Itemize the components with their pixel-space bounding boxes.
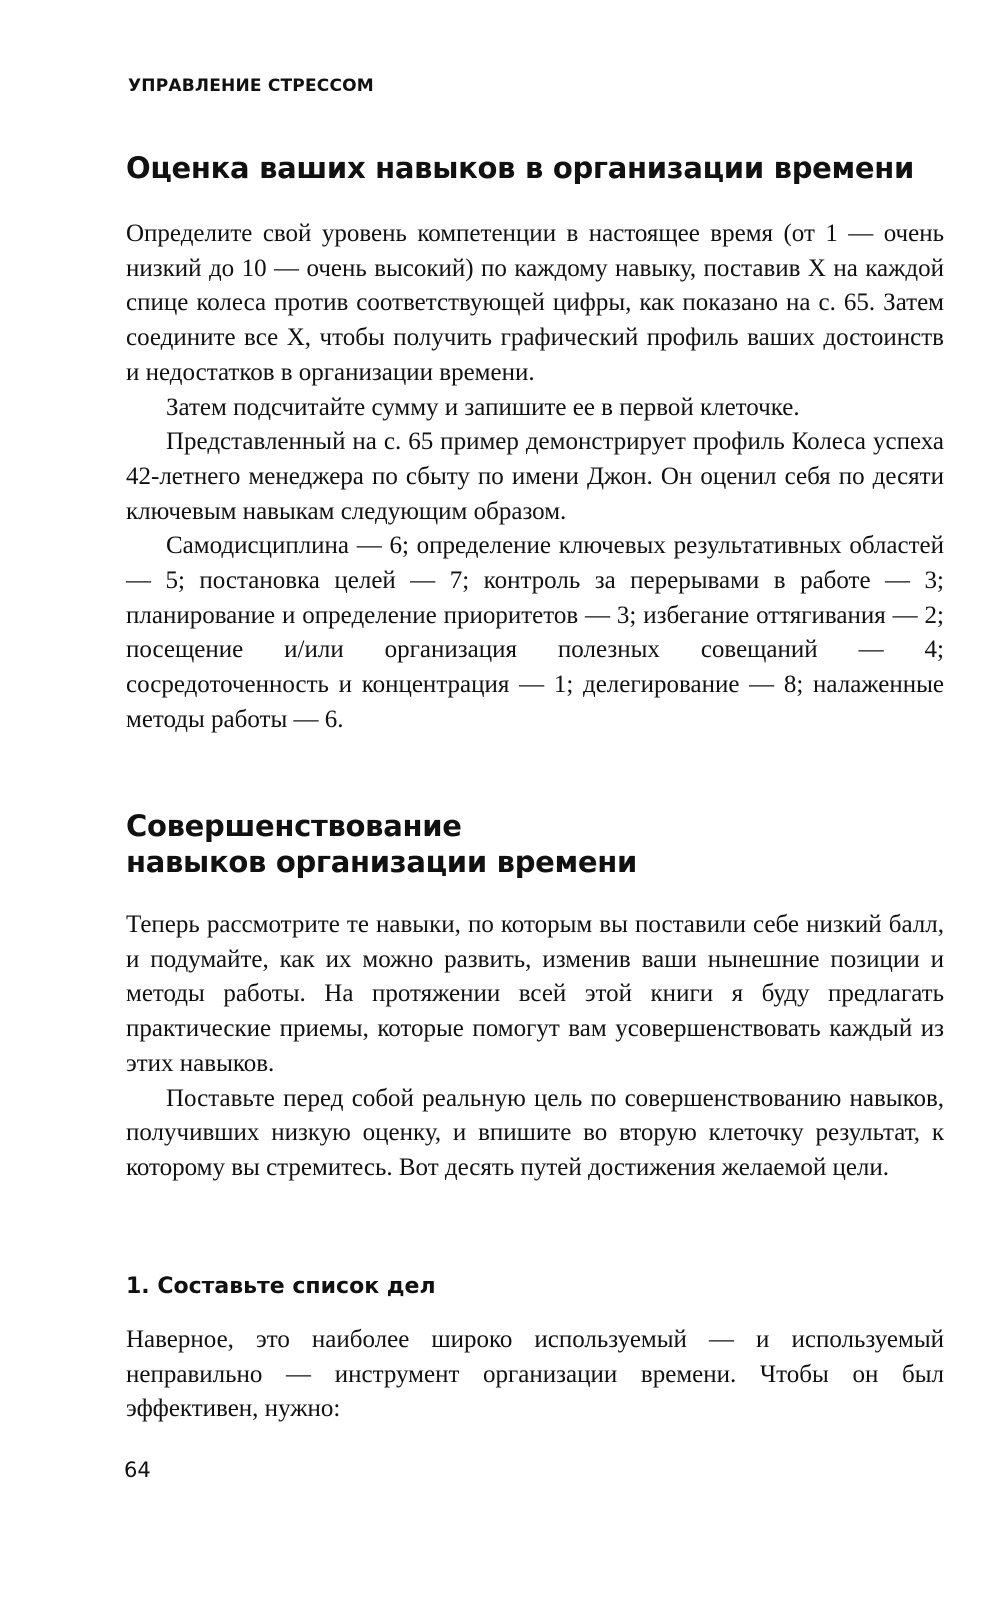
paragraph: Поставьте перед собой реальную цель по совершенствованию навыков, получивших низкую оценку, и впишите во вторую клеточку результат, к которому вы стремитесь. Вот десять путей достижения желаемой цели. [126,1084,944,1181]
running-head: УПРАВЛЕНИЕ СТРЕССОМ [128,76,374,96]
section-heading [126,808,956,880]
subsection-heading: 1. Составьте список дел [126,1274,436,1299]
section-heading: Оценка ваших навыков в организации времени [126,151,915,185]
paragraph: Представленный на с. 65 пример демонстрирует профиль Колеса успеха 42-летнего менеджера по сбыту по имени Джон. Он оценил себя по десяти ключевым навыкам следующим образом. [126,428,944,525]
section-body [126,908,944,1186]
section-heading-line: навыков организации времени [126,845,638,879]
paragraph: Наверное, это наиболее широко используемый — и используемый неправильно — инструмент организации времени. Чтобы он был эффективен, нужно: [126,1326,944,1423]
section-body [126,217,944,738]
paragraph: Затем подсчитайте сумму и запишите ее в первой клеточке. [166,393,800,421]
paragraph: Самодисциплина — 6; определение ключевых результативных областей — 5; постановка целей — 7; контроль за перерывами в работе — 3; планирование и определение приоритетов — 3; избегание оттягивания — 2; посещение и/или организация полезных совещаний — 4; сосредоточенность и концентрация — 1; делегирование — 8; налаженные методы работы — 6. [126,532,944,733]
page-number: 64 [124,1458,151,1482]
section-heading-line: Совершенствование [126,809,462,843]
paragraph: Определите свой уровень компетенции в настоящее время (от 1 — очень низкий до 10 — очень высокий) по каждому навыку, поставив X на каждой спице колеса против соответствующей цифры, как показано на с. 65. Затем соедините все X, чтобы получить графический профиль ваших достоинств и недостатков в организации времени. [126,220,944,386]
subsection-body [126,1323,944,1427]
paragraph: Теперь рассмотрите те навыки, по которым вы поставили себе низкий балл, и подумайте, как их можно развить, изменив ваши нынешние позиции и методы работы. На протяжении всей этой книги я буду предлагать практические приемы, которые помогут вам усовершенствовать каждый из этих навыков. [126,911,944,1077]
